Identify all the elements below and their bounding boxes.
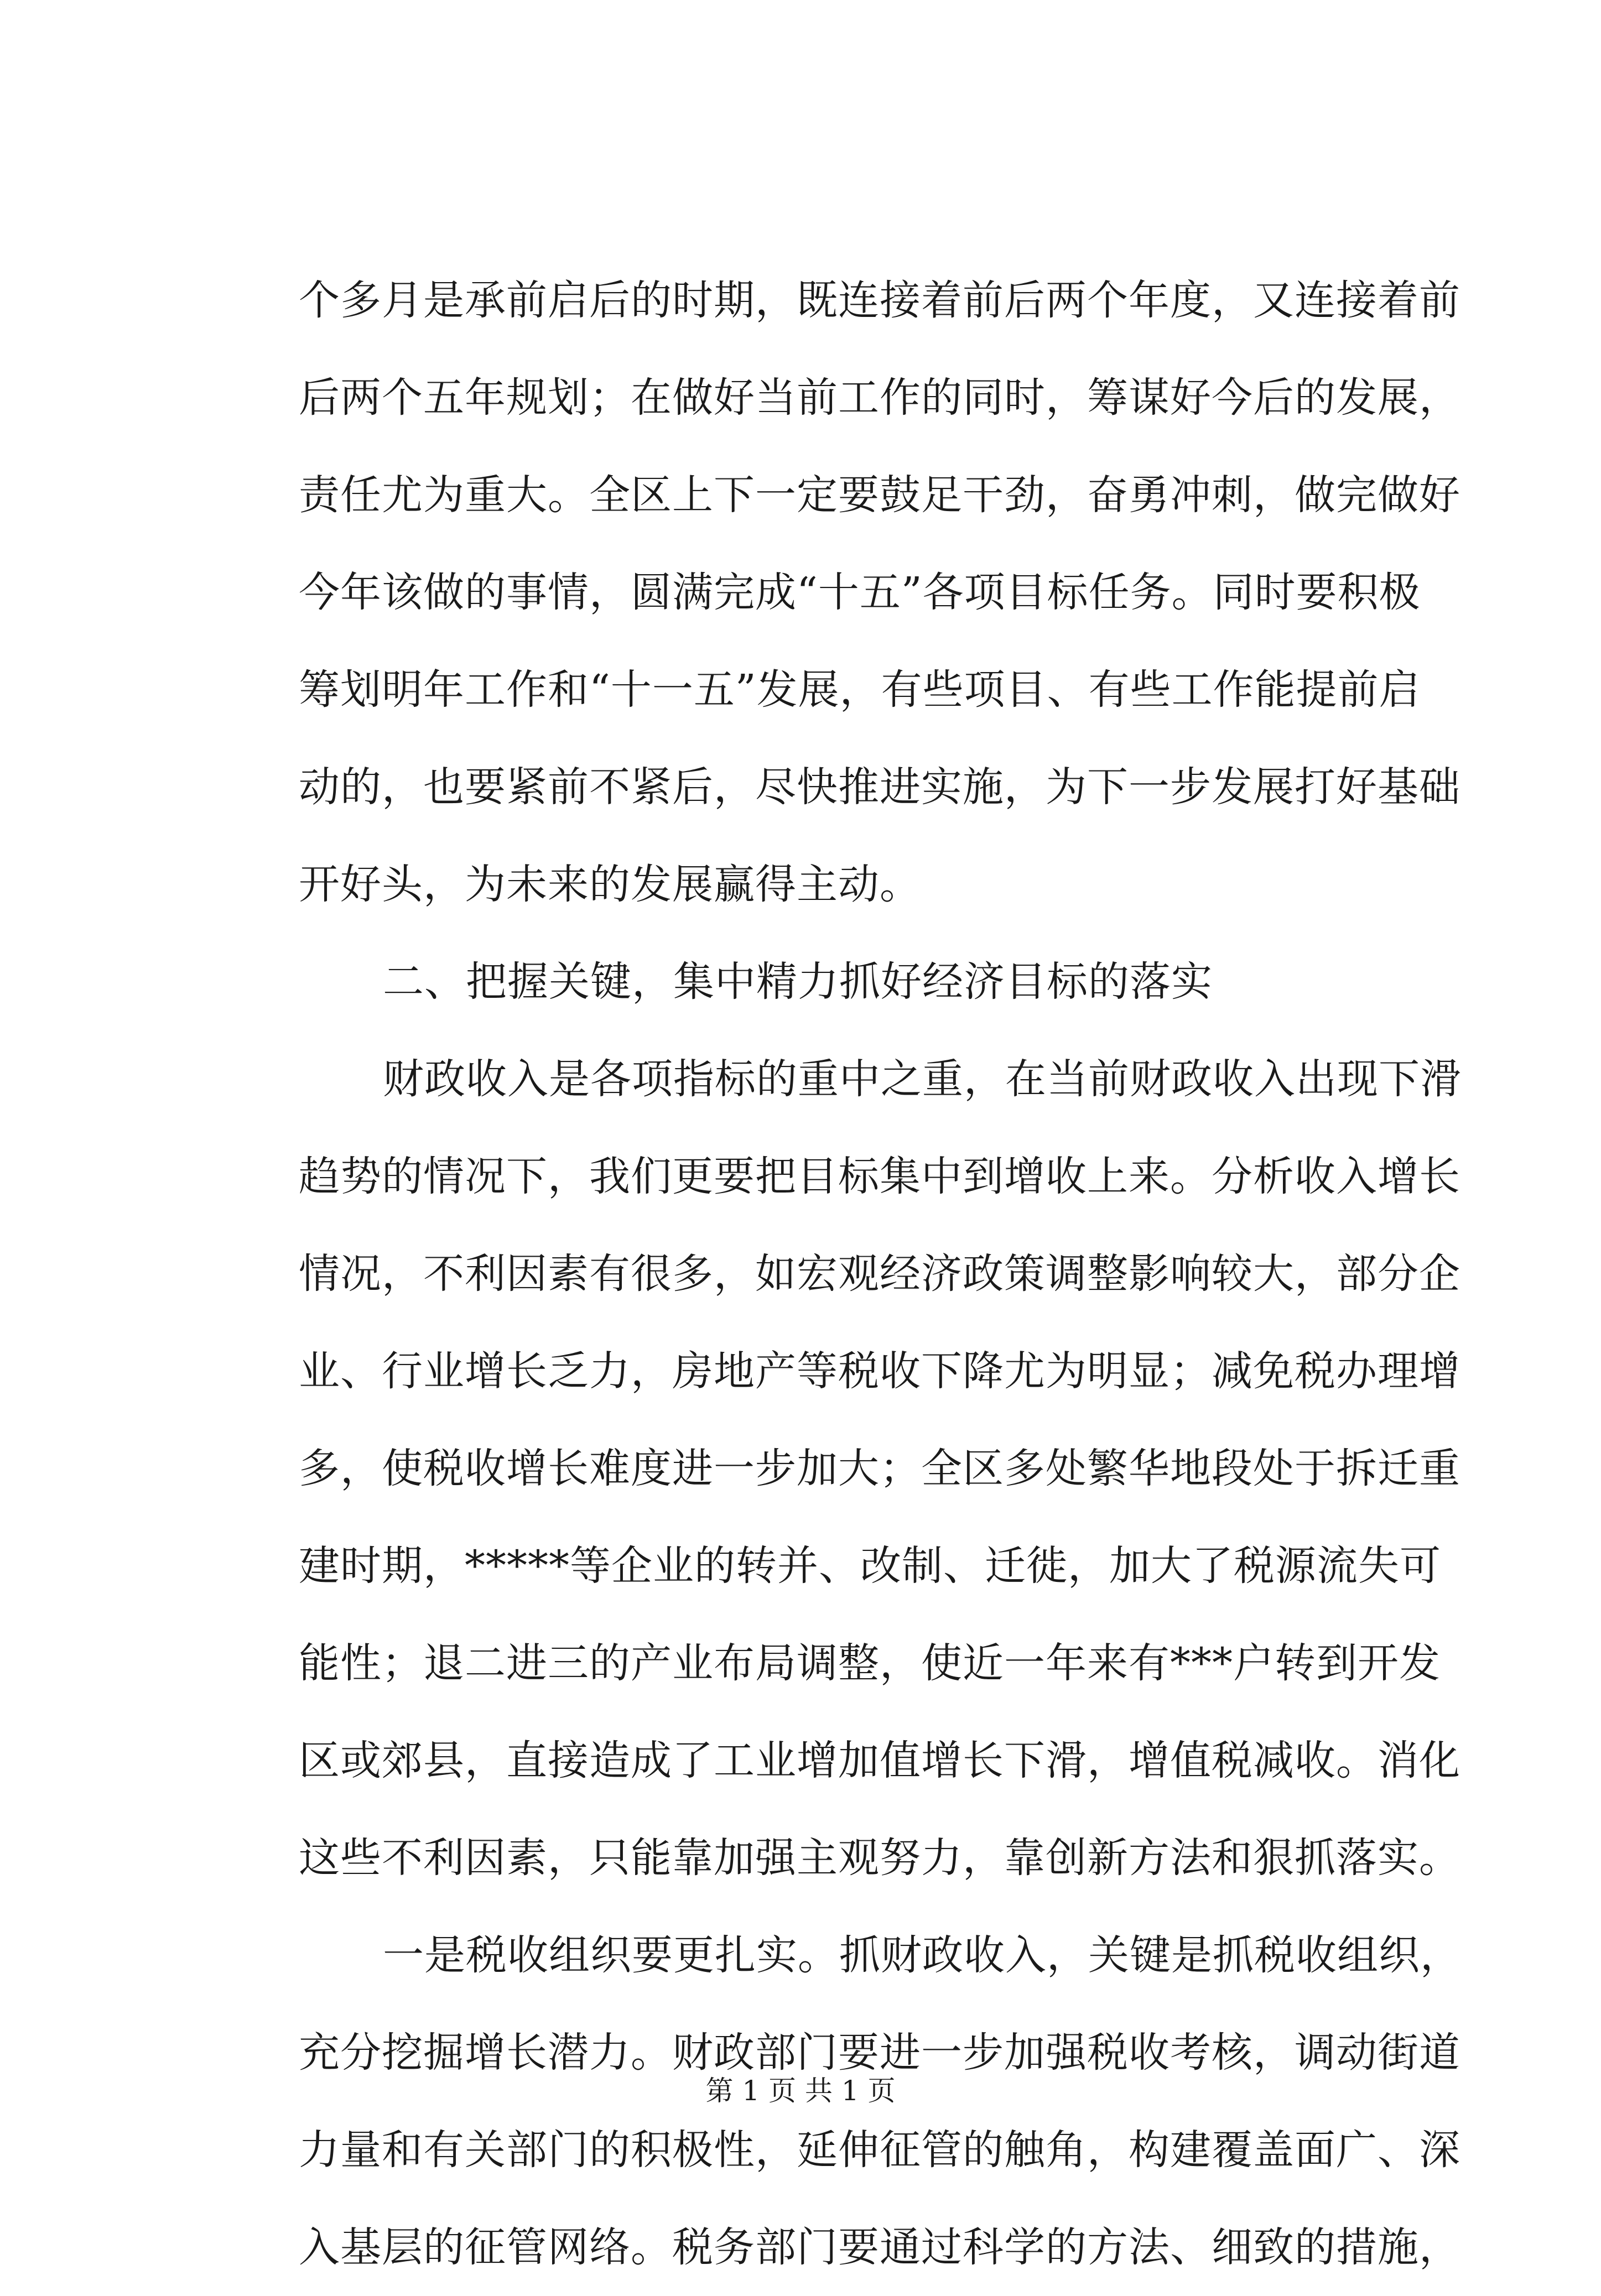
body-line: 这些不利因素，只能靠加强主观努力，靠创新方法和狠抓落实。 — [299, 1834, 1460, 1882]
body-line: 多，使税收增长难度进一步加大；全区多处繁华地段处于拆迁重 — [299, 1445, 1460, 1492]
body-line: 个多月是承前启后的时期，既连接着前后两个年度，又连接着前 — [299, 277, 1460, 324]
body-line: 筹划明年工作和“十一五”发展，有些项目、有些工作能提前启 — [299, 666, 1421, 714]
body-line: 入基层的征管网络。税务部门要通过科学的方法、细致的措施， — [299, 2224, 1460, 2271]
body-line: 后两个五年规划；在做好当前工作的同时，筹谋好今后的发展， — [299, 374, 1460, 421]
body-line: 力量和有关部门的积极性，延伸征管的触角，构建覆盖面广、深 — [299, 2126, 1460, 2174]
body-line: 今年该做的事情，圆满完成“十五”各项目标任务。同时要积极 — [299, 569, 1421, 616]
body-line: 开好头，为未来的发展赢得主动。 — [299, 861, 921, 908]
paragraph-first-line: 一是税收组织要更扎实。抓财政收入，关键是抓税收组织， — [383, 1931, 1462, 1979]
body-line: 趋势的情况下，我们更要把目标集中到增收上来。分析收入增长 — [299, 1153, 1460, 1200]
body-line: 责任尤为重大。全区上下一定要鼓足干劲，奋勇冲刺，做完做好 — [299, 471, 1460, 519]
body-line: 区或郊县，直接造成了工业增加值增长下滑，增值税减收。消化 — [299, 1737, 1460, 1784]
body-line: 情况，不利因素有很多，如宏观经济政策调整影响较大，部分企 — [299, 1250, 1460, 1298]
body-line: 业、行业增长乏力，房地产等税收下降尤为明显；减免税办理增 — [299, 1347, 1460, 1395]
paragraph-first-line: 财政收入是各项指标的重中之重，在当前财政收入出现下滑 — [383, 1055, 1462, 1103]
body-line: 建时期，*****等企业的转并、改制、迁徙，加大了税源流失可 — [299, 1542, 1441, 1590]
body-line: 动的，也要紧前不紧后，尽快推进实施，为下一步发展打好基础 — [299, 763, 1460, 811]
body-line: 能性；退二进三的产业布局调整，使近一年来有***户转到开发 — [299, 1639, 1441, 1687]
page-number-footer: 第 1 页 共 1 页 — [705, 2075, 896, 2107]
section-heading: 二、把握关键，集中精力抓好经济目标的落实 — [383, 958, 1213, 1006]
document-body — [299, 252, 1462, 2296]
body-line: 充分挖掘增长潜力。财政部门要进一步加强税收考核，调动街道 — [299, 2029, 1460, 2076]
